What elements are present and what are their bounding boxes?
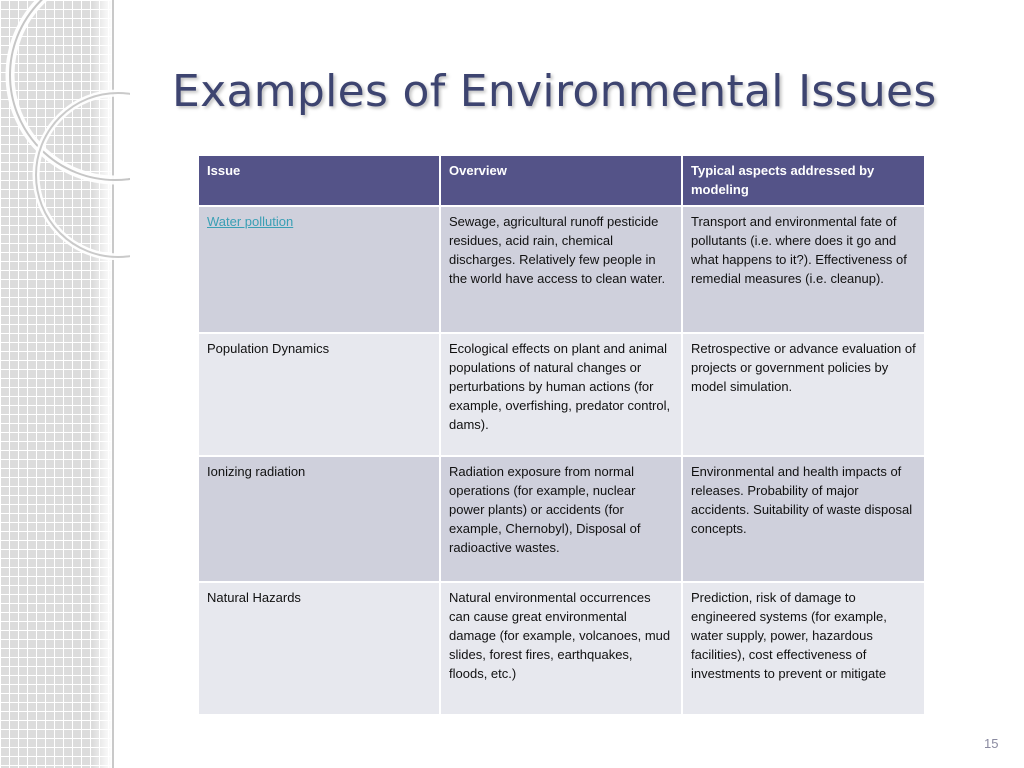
decorative-circles: [0, 0, 130, 260]
aspects-cell: Retrospective or advance evaluation of projects or government policies by model simulation.: [682, 333, 925, 456]
overview-cell: Natural environmental occurrences can cause great environmental damage (for example, volcanoes, mud slides, forest fires, earthquakes, floods, etc.): [440, 582, 682, 715]
table-row: [198, 456, 925, 582]
table-row: [198, 582, 925, 715]
overview-cell: Ecological effects on plant and animal populations of natural changes or perturbations by human actions (for example, overfishing, predator control, dams).: [440, 333, 682, 456]
overview-cell: Sewage, agricultural runoff pesticide residues, acid rain, chemical discharges. Relatively few people in the world have access to clean water.: [440, 206, 682, 333]
page-number: 15: [984, 736, 999, 751]
table-header-row: [198, 155, 925, 206]
header-issue: Issue: [198, 155, 440, 206]
issue-cell: Population Dynamics: [198, 333, 440, 456]
header-aspects: Typical aspects addressed by modeling: [682, 155, 925, 206]
issue-cell: Natural Hazards: [198, 582, 440, 715]
issue-cell: [198, 206, 440, 333]
aspects-cell: Prediction, risk of damage to engineered systems (for example, water supply, power, hazardous facilities), cost effectiveness of investments to prevent or mitigate: [682, 582, 925, 715]
water-pollution-link[interactable]: Water pollution: [207, 214, 294, 229]
aspects-cell: Environmental and health impacts of releases. Probability of major accidents. Suitability of waste disposal concepts.: [682, 456, 925, 582]
slide-title: Examples of Environmental Issues: [172, 66, 937, 117]
table-row: [198, 333, 925, 456]
issues-table: [197, 154, 926, 716]
table-row: [198, 206, 925, 333]
header-overview: Overview: [440, 155, 682, 206]
aspects-cell: Transport and environmental fate of pollutants (i.e. where does it go and what happens to it?). Effectiveness of remedial measures (i.e. cleanup).: [682, 206, 925, 333]
issue-cell: Ionizing radiation: [198, 456, 440, 582]
overview-cell: Radiation exposure from normal operations (for example, nuclear power plants) or accidents (for example, Chernobyl), Disposal of radioactive wastes.: [440, 456, 682, 582]
